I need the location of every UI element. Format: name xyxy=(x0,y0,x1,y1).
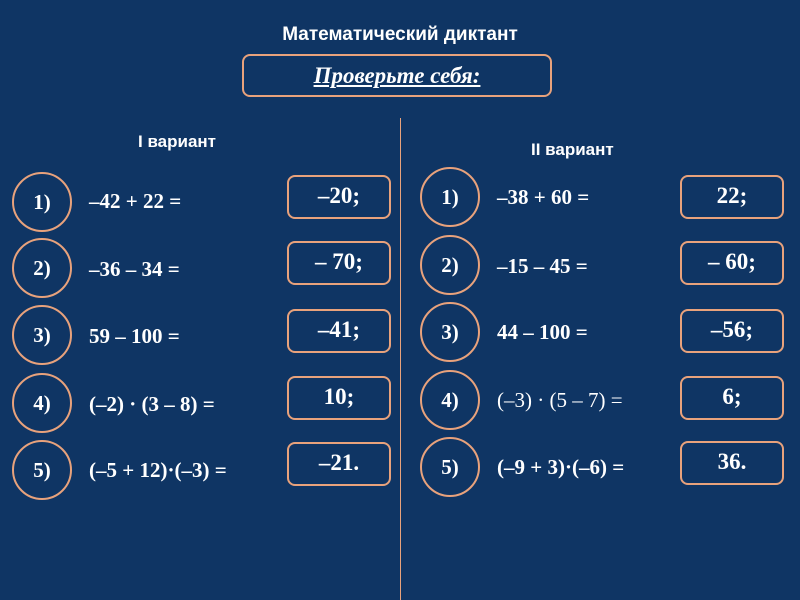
variant-2-answer-5: 36. xyxy=(680,441,784,485)
variant-2-expression-3: 44 – 100 = xyxy=(497,320,588,344)
variant-1-answer-3: –41; xyxy=(287,309,391,353)
variant-2-answer-1: 22; xyxy=(680,175,784,219)
variant-2-answer-3: –56; xyxy=(680,309,784,353)
check-yourself-banner: Проверьте себя: xyxy=(242,54,552,97)
variant-2-heading: II вариант xyxy=(531,140,614,159)
variant-2-answer-2: – 60; xyxy=(680,241,784,285)
variant-1-number-3: 3) xyxy=(12,305,72,365)
variant-2-number-1: 1) xyxy=(420,167,480,227)
variant-1-expression-3: 59 – 100 = xyxy=(89,324,180,348)
variant-1-number-4: 4) xyxy=(12,373,72,433)
variant-1-expression-4: (–2) · (3 – 8) = xyxy=(89,392,215,416)
variant-1-answer-1: –20; xyxy=(287,175,391,219)
variant-1-number-1: 1) xyxy=(12,172,72,232)
variant-2-expression-2: –15 – 45 = xyxy=(497,254,588,278)
variant-1-answer-4: 10; xyxy=(287,376,391,420)
variant-1-answer-2: – 70; xyxy=(287,241,391,285)
variant-1-expression-5: (–5 + 12)·(–3) = xyxy=(89,458,227,482)
variant-1-number-2: 2) xyxy=(12,238,72,298)
variant-2-expression-4: (–3) · (5 – 7) = xyxy=(497,388,623,412)
variant-2-number-3: 3) xyxy=(420,302,480,362)
variant-2-expression-1: –38 + 60 = xyxy=(497,185,590,209)
variant-2-number-2: 2) xyxy=(420,235,480,295)
variant-1-heading: I вариант xyxy=(138,132,217,151)
slide-title: Математический диктант xyxy=(282,24,518,45)
variant-2-number-4: 4) xyxy=(420,370,480,430)
variant-2-expression-5: (–9 + 3)·(–6) = xyxy=(497,455,625,479)
variant-1-number-5: 5) xyxy=(12,440,72,500)
variant-1-answer-5: –21. xyxy=(287,442,391,486)
variant-2-number-5: 5) xyxy=(420,437,480,497)
variant-2-answer-4: 6; xyxy=(680,376,784,420)
column-divider xyxy=(400,118,401,600)
variant-1-expression-2: –36 – 34 = xyxy=(89,257,180,281)
variant-1-expression-1: –42 + 22 = xyxy=(89,189,182,213)
